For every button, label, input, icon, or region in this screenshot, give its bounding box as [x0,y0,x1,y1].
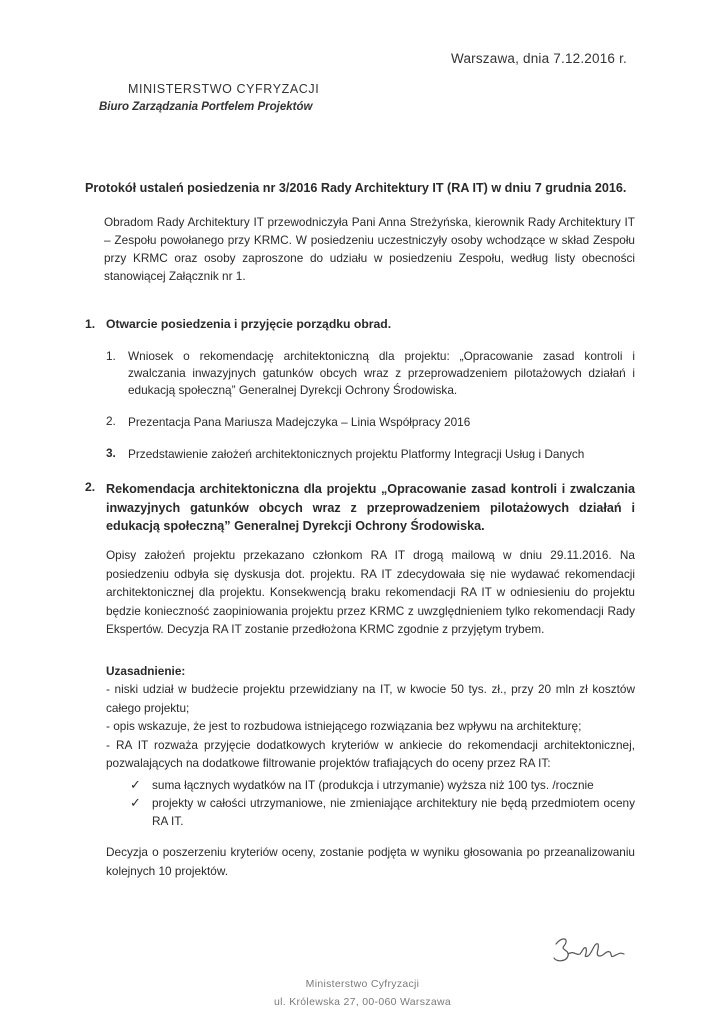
agenda-item-3-text: Przedstawienie założeń architektonicznych projektu Platformy Integracji Usług i Danych [128,447,585,461]
criteria-list [130,776,635,830]
section-2-title: Rekomendacja architektoniczna dla projektu „Opracowanie zasad kontroli i zwalczania inwazyjnych gatunków obcych wraz z przeprowadzeniem pilotażowych działań i edukacją społeczną” Generalnej Dyrekcji Ochrony Środowiska. [106,482,635,533]
criteria-item-2-text: projekty w całości utrzymaniowe, nie zmieniające architektury nie będą przedmiotem oceny RA IT. [152,796,635,828]
justification-line-2: - opis wskazuje, że jest to rozbudowa istniejącego rozwiązania bez wpływu na architekturę; [106,719,582,733]
justification-line-1: - niski udział w budżecie projektu przewidziany na IT, w kwocie 50 tys. zł., przy 20 mln zł kosztów całego projektu; [106,682,635,715]
justification-line-3: - RA IT rozważa przyjęcie dodatkowych kryteriów w ankiecie do rekomendacji architektonicznej, pozwalających na dodatkowe filtrowanie projektów trafiających do oceny przez RA IT: [106,737,635,770]
ministry-name: MINISTERSTWO CYFRYZACJI [128,82,320,96]
footer-line-1: Ministerstwo Cyfryzacji [305,978,420,990]
document-title: Protokół ustaleń posiedzenia nr 3/2016 Rady Architektury IT (RA IT) w dniu 7 grudnia 2016. [85,181,627,195]
agenda-item-1-number: 1. [106,349,116,363]
footer [0,975,725,1011]
section-1-number: 1. [85,317,96,331]
agenda-item-2-number: 2. [106,414,116,428]
criteria-item-2 [130,794,635,830]
justification-heading: Uzasadnienie: [106,664,186,678]
check-icon: ✓ [130,795,141,810]
criteria-item-1-text: suma łącznych wydatków na IT (produkcja i utrzymanie) wyższa niż 100 tys. /rocznie [152,778,594,792]
office-name: Biuro Zarządzania Portfelem Projektów [99,101,313,113]
section-2-paragraph: Opisy założeń projektu przekazano członkom RA IT drogą mailową w dniu 29.11.2016. Na posiedzeniu odbyła się dyskusja dot. projektu. RA IT zdecydowała się nie wydawać rekomendacji architektonicznej dla projektu. Konsekwencją braku rekomendacji RA IT w odniesieniu do projektu będzie konieczność zaopiniowania projektu przez KRMC z uwzględnieniem tylko rekomendacji Rady Ekspertów. Decyzja RA IT zostanie przedłożona KRMC zgodnie z przyjętym trybem. [106,548,635,636]
justification-list [106,680,635,773]
intro-paragraph: Obradom Rady Architektury IT przewodniczyła Pani Anna Streżyńska, kierownik Rady Architektury IT – Zespołu powołanego przy KRMC. W posiedzeniu uczestniczyły osoby wchodzące w skład Zespołu przy KRMC oraz osoby zaproszone do udziału w posiedzeniu Zespołu, według listy obecności stanowiącej Załącznik nr 1. [104,215,635,283]
footer-line-2: ul. Królewska 27, 00-060 Warszawa [273,996,451,1008]
section-1-title: Otwarcie posiedzenia i przyjęcie porządku obrad. [106,317,392,331]
agenda-item-2-text: Prezentacja Pana Mariusza Madejczyka – Linia Współpracy 2016 [128,415,471,429]
section-2-number: 2. [85,480,96,494]
criteria-item-1 [130,776,635,794]
handwritten-signature [548,932,628,968]
decision-paragraph: Decyzja o poszerzeniu kryteriów oceny, zostanie podjęta w wyniku głosowania po przeanalizowaniu kolejnych 10 projektów. [106,845,635,878]
agenda-item-1-text: Wniosek o rekomendację architektoniczną dla projektu: „Opracowanie zasad kontroli i zwalczania inwazyjnych gatunków obcych wraz z przeprowadzeniem pilotażowych działań i edukacją społeczną” Generalnej Dyrekcji Ochrony Środowiska. [128,349,635,397]
document-date: Warszawa, dnia 7.12.2016 r. [451,51,627,66]
agenda-item-3-number: 3. [106,446,116,460]
check-icon: ✓ [130,777,141,792]
